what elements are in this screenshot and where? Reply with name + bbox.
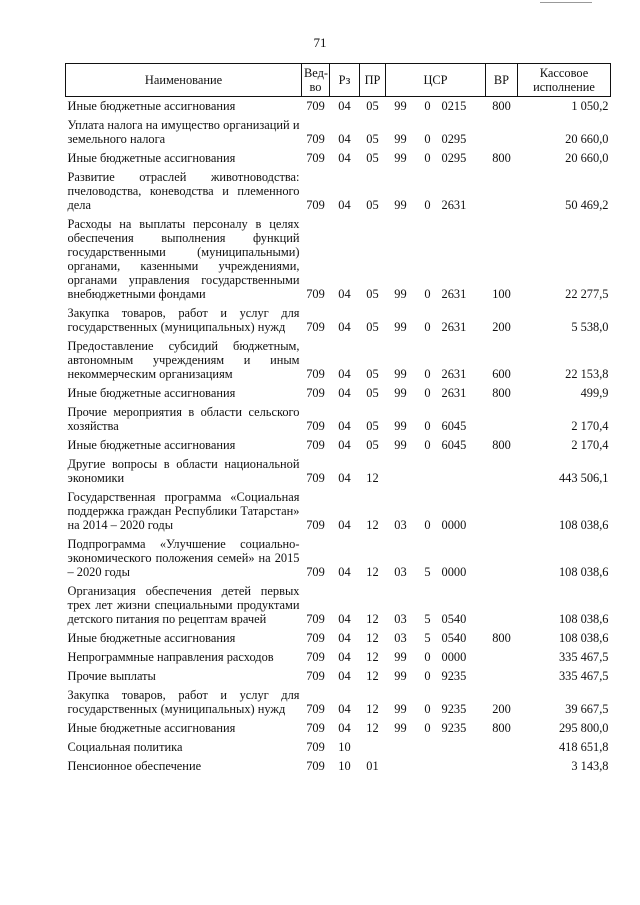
cell-vr bbox=[486, 168, 518, 215]
cell-rz: 04 bbox=[338, 518, 351, 532]
table-row bbox=[66, 116, 611, 149]
cell-csr2: 5 bbox=[424, 612, 431, 626]
cell-csr3: 0000 bbox=[441, 650, 467, 664]
cell-csr2: 0 bbox=[424, 419, 431, 433]
cell-csr1 bbox=[386, 738, 416, 757]
cell-name: Иные бюджетные ассигнования bbox=[67, 438, 236, 452]
header-ved: Вед-во bbox=[302, 64, 330, 97]
cell-pr: 12 bbox=[366, 702, 379, 716]
cell-csr1: 99 bbox=[394, 198, 407, 212]
cell-vr: 600 bbox=[492, 367, 511, 381]
cell-pr: 05 bbox=[366, 438, 379, 452]
cell-csr1: 03 bbox=[394, 631, 407, 645]
cell-csr1: 99 bbox=[394, 320, 407, 334]
cell-csr1: 03 bbox=[394, 612, 407, 626]
cell-csr2 bbox=[416, 455, 440, 488]
cell-ved: 709 bbox=[306, 287, 325, 301]
cell-amount: 5 538,0 bbox=[571, 320, 609, 334]
cell-csr1: 99 bbox=[394, 438, 407, 452]
cell-ved: 709 bbox=[306, 612, 325, 626]
table-row bbox=[66, 719, 611, 738]
cell-vr bbox=[486, 582, 518, 629]
cell-vr: 800 bbox=[492, 99, 511, 113]
cell-csr1: 03 bbox=[394, 518, 407, 532]
cell-amount: 2 170,4 bbox=[571, 419, 609, 433]
cell-ved: 709 bbox=[306, 565, 325, 579]
cell-amount: 108 038,6 bbox=[558, 631, 609, 645]
cell-rz: 04 bbox=[338, 438, 351, 452]
cell-csr1: 99 bbox=[394, 99, 407, 113]
cell-name: Иные бюджетные ассигнования bbox=[67, 386, 236, 400]
cell-csr3: 2631 bbox=[441, 386, 467, 400]
cell-name: Прочие мероприятия в области сельского хозяйства bbox=[67, 405, 300, 433]
cell-vr: 800 bbox=[492, 631, 511, 645]
cell-rz: 04 bbox=[338, 471, 351, 485]
cell-vr bbox=[486, 455, 518, 488]
cell-csr2: 0 bbox=[424, 367, 431, 381]
cell-name: Иные бюджетные ассигнования bbox=[67, 99, 236, 113]
table-header bbox=[66, 64, 611, 97]
cell-name: Закупка товаров, работ и услуг для государственных (муниципальных) нужд bbox=[67, 306, 300, 334]
cell-name: Предоставление субсидий бюджетным, автономным учреждениям и иным некоммерческим организациям bbox=[67, 339, 300, 381]
cell-vr bbox=[486, 488, 518, 535]
cell-amount: 295 800,0 bbox=[558, 721, 609, 735]
cell-name: Иные бюджетные ассигнования bbox=[67, 151, 236, 165]
cell-rz: 04 bbox=[338, 198, 351, 212]
cell-rz: 04 bbox=[338, 151, 351, 165]
cell-csr2: 0 bbox=[424, 287, 431, 301]
cell-amount: 50 469,2 bbox=[565, 198, 609, 212]
cell-name: Социальная политика bbox=[67, 740, 183, 754]
cell-pr bbox=[360, 738, 386, 757]
cell-vr: 100 bbox=[492, 287, 511, 301]
cell-rz: 04 bbox=[338, 99, 351, 113]
cell-csr1: 99 bbox=[394, 386, 407, 400]
cell-amount: 39 667,5 bbox=[565, 702, 609, 716]
cell-csr3: 9235 bbox=[441, 721, 467, 735]
cell-rz: 04 bbox=[338, 386, 351, 400]
cell-name: Иные бюджетные ассигнования bbox=[67, 631, 236, 645]
table-row bbox=[66, 215, 611, 304]
cell-vr: 800 bbox=[492, 438, 511, 452]
cell-rz: 10 bbox=[338, 740, 351, 754]
cell-name: Развитие отраслей животноводства: пчеловодства, коневодства и племенного дела bbox=[67, 170, 300, 212]
cell-csr3: 0000 bbox=[441, 565, 467, 579]
cell-vr: 800 bbox=[492, 721, 511, 735]
cell-vr bbox=[486, 667, 518, 686]
cell-name: Закупка товаров, работ и услуг для государственных (муниципальных) нужд bbox=[67, 688, 300, 716]
table-row bbox=[66, 337, 611, 384]
cell-name: Подпрограмма «Улучшение социально-экономического положения семей» на 2015 – 2020 годы bbox=[67, 537, 300, 579]
cell-csr1: 99 bbox=[394, 702, 407, 716]
cell-ved: 709 bbox=[306, 669, 325, 683]
table-row bbox=[66, 384, 611, 403]
cell-pr: 05 bbox=[366, 198, 379, 212]
cell-rz: 04 bbox=[338, 565, 351, 579]
table-row bbox=[66, 667, 611, 686]
cell-amount: 20 660,0 bbox=[565, 151, 609, 165]
cell-csr3: 2631 bbox=[441, 287, 467, 301]
cell-rz: 04 bbox=[338, 612, 351, 626]
cell-csr3 bbox=[440, 757, 486, 776]
cell-vr bbox=[486, 648, 518, 667]
header-pr: ПР bbox=[360, 64, 386, 97]
cell-pr: 05 bbox=[366, 320, 379, 334]
cell-pr: 05 bbox=[366, 419, 379, 433]
cell-ved: 709 bbox=[306, 721, 325, 735]
cell-ved: 709 bbox=[306, 132, 325, 146]
cell-vr bbox=[486, 116, 518, 149]
cell-rz: 04 bbox=[338, 631, 351, 645]
cell-ved: 709 bbox=[306, 759, 325, 773]
cell-csr1: 99 bbox=[394, 132, 407, 146]
cell-pr: 05 bbox=[366, 367, 379, 381]
cell-ved: 709 bbox=[306, 419, 325, 433]
cell-csr3 bbox=[440, 455, 486, 488]
cell-name: Пенсионное обеспечение bbox=[67, 759, 202, 773]
cell-amount: 22 277,5 bbox=[565, 287, 609, 301]
table-body bbox=[66, 97, 611, 777]
cell-csr3: 9235 bbox=[441, 669, 467, 683]
table-row bbox=[66, 304, 611, 337]
cell-csr1 bbox=[386, 757, 416, 776]
page-number: 71 bbox=[313, 35, 327, 50]
cell-name: Другие вопросы в области национальной экономики bbox=[67, 457, 300, 485]
corner-mark bbox=[540, 2, 592, 3]
cell-csr2: 0 bbox=[424, 198, 431, 212]
cell-amount: 443 506,1 bbox=[558, 471, 609, 485]
cell-csr2: 0 bbox=[424, 151, 431, 165]
cell-ved: 709 bbox=[306, 99, 325, 113]
cell-csr2: 0 bbox=[424, 518, 431, 532]
cell-amount: 22 153,8 bbox=[565, 367, 609, 381]
cell-pr: 12 bbox=[366, 650, 379, 664]
cell-amount: 108 038,6 bbox=[558, 612, 609, 626]
cell-name: Государственная программа «Социальная поддержка граждан Республики Татарстан» на 2014 – 2020 годы bbox=[67, 490, 300, 532]
cell-csr3: 6045 bbox=[441, 438, 467, 452]
cell-csr1: 99 bbox=[394, 151, 407, 165]
cell-csr1: 99 bbox=[394, 650, 407, 664]
cell-csr2: 0 bbox=[424, 99, 431, 113]
header-amount: Кассовое исполнение bbox=[518, 64, 611, 97]
cell-ved: 709 bbox=[306, 438, 325, 452]
cell-vr: 200 bbox=[492, 702, 511, 716]
table-row bbox=[66, 535, 611, 582]
cell-rz: 04 bbox=[338, 669, 351, 683]
cell-csr3: 0540 bbox=[441, 631, 467, 645]
cell-csr3: 0540 bbox=[441, 612, 467, 626]
cell-csr2: 0 bbox=[424, 132, 431, 146]
cell-ved: 709 bbox=[306, 198, 325, 212]
cell-name: Организация обеспечения детей первых трех лет жизни специальными продуктами детского питания по рецептам врачей bbox=[67, 584, 300, 626]
table-row bbox=[66, 738, 611, 757]
cell-csr3: 0000 bbox=[441, 518, 467, 532]
cell-csr1: 99 bbox=[394, 669, 407, 683]
cell-rz: 04 bbox=[338, 367, 351, 381]
cell-csr3: 0295 bbox=[441, 151, 467, 165]
table-row bbox=[66, 97, 611, 117]
cell-rz: 10 bbox=[338, 759, 351, 773]
cell-ved: 709 bbox=[306, 518, 325, 532]
cell-csr3: 2631 bbox=[441, 367, 467, 381]
cell-pr: 05 bbox=[366, 287, 379, 301]
cell-vr bbox=[486, 535, 518, 582]
cell-csr2: 5 bbox=[424, 565, 431, 579]
cell-csr3: 0215 bbox=[441, 99, 467, 113]
table-row bbox=[66, 488, 611, 535]
cell-rz: 04 bbox=[338, 702, 351, 716]
cell-pr: 12 bbox=[366, 471, 379, 485]
cell-amount: 108 038,6 bbox=[558, 518, 609, 532]
cell-vr bbox=[486, 403, 518, 436]
cell-vr bbox=[486, 757, 518, 776]
cell-pr: 01 bbox=[366, 759, 379, 773]
cell-amount: 499,9 bbox=[580, 386, 609, 400]
cell-vr: 800 bbox=[492, 386, 511, 400]
cell-csr1 bbox=[386, 455, 416, 488]
cell-csr1: 99 bbox=[394, 287, 407, 301]
cell-rz: 04 bbox=[338, 132, 351, 146]
table-row bbox=[66, 582, 611, 629]
header-name: Наименование bbox=[66, 64, 302, 97]
cell-pr: 12 bbox=[366, 721, 379, 735]
table-row bbox=[66, 629, 611, 648]
table-row bbox=[66, 149, 611, 168]
table-row bbox=[66, 757, 611, 776]
cell-csr3 bbox=[440, 738, 486, 757]
cell-rz: 04 bbox=[338, 320, 351, 334]
cell-csr1: 03 bbox=[394, 565, 407, 579]
cell-pr: 05 bbox=[366, 132, 379, 146]
cell-csr2 bbox=[416, 757, 440, 776]
cell-name: Непрограммные направления расходов bbox=[67, 650, 274, 664]
cell-ved: 709 bbox=[306, 650, 325, 664]
cell-rz: 04 bbox=[338, 650, 351, 664]
cell-name: Иные бюджетные ассигнования bbox=[67, 721, 236, 735]
cell-ved: 709 bbox=[306, 320, 325, 334]
cell-vr: 800 bbox=[492, 151, 511, 165]
cell-ved: 709 bbox=[306, 471, 325, 485]
table-row bbox=[66, 648, 611, 667]
cell-rz: 04 bbox=[338, 721, 351, 735]
cell-csr2: 0 bbox=[424, 669, 431, 683]
cell-pr: 12 bbox=[366, 631, 379, 645]
cell-vr bbox=[486, 738, 518, 757]
cell-amount: 335 467,5 bbox=[558, 650, 609, 664]
cell-pr: 05 bbox=[366, 386, 379, 400]
cell-csr2: 0 bbox=[424, 386, 431, 400]
table-row bbox=[66, 168, 611, 215]
cell-ved: 709 bbox=[306, 740, 325, 754]
cell-pr: 12 bbox=[366, 669, 379, 683]
cell-csr1: 99 bbox=[394, 721, 407, 735]
header-vr: ВР bbox=[486, 64, 518, 97]
cell-amount: 3 143,8 bbox=[571, 759, 609, 773]
cell-csr2: 0 bbox=[424, 438, 431, 452]
cell-csr2: 5 bbox=[424, 631, 431, 645]
cell-rz: 04 bbox=[338, 419, 351, 433]
cell-pr: 05 bbox=[366, 99, 379, 113]
cell-vr: 200 bbox=[492, 320, 511, 334]
cell-csr3: 9235 bbox=[441, 702, 467, 716]
cell-csr3: 6045 bbox=[441, 419, 467, 433]
cell-pr: 12 bbox=[366, 518, 379, 532]
cell-csr3: 0295 bbox=[441, 132, 467, 146]
cell-csr2: 0 bbox=[424, 721, 431, 735]
header-csr: ЦСР bbox=[386, 64, 486, 97]
cell-ved: 709 bbox=[306, 367, 325, 381]
cell-amount: 2 170,4 bbox=[571, 438, 609, 452]
cell-name: Прочие выплаты bbox=[67, 669, 156, 683]
cell-name: Расходы на выплаты персоналу в целях обеспечения выполнения функций государственными (муниципальными) органами, казенными учреждениями, органами управления государственными внебюджетными фондами bbox=[67, 217, 300, 301]
cell-csr3: 2631 bbox=[441, 320, 467, 334]
header-rz: Рз bbox=[330, 64, 360, 97]
cell-csr2: 0 bbox=[424, 320, 431, 334]
cell-csr1: 99 bbox=[394, 419, 407, 433]
cell-csr2 bbox=[416, 738, 440, 757]
table-row bbox=[66, 403, 611, 436]
table-row bbox=[66, 455, 611, 488]
budget-table bbox=[65, 63, 611, 776]
cell-pr: 12 bbox=[366, 565, 379, 579]
cell-csr2: 0 bbox=[424, 650, 431, 664]
cell-pr: 05 bbox=[366, 151, 379, 165]
cell-amount: 20 660,0 bbox=[565, 132, 609, 146]
cell-ved: 709 bbox=[306, 151, 325, 165]
cell-amount: 108 038,6 bbox=[558, 565, 609, 579]
cell-amount: 335 467,5 bbox=[558, 669, 609, 683]
cell-pr: 12 bbox=[366, 612, 379, 626]
cell-csr3: 2631 bbox=[441, 198, 467, 212]
cell-ved: 709 bbox=[306, 386, 325, 400]
cell-csr1: 99 bbox=[394, 367, 407, 381]
cell-csr2: 0 bbox=[424, 702, 431, 716]
cell-ved: 709 bbox=[306, 702, 325, 716]
cell-amount: 418 651,8 bbox=[558, 740, 609, 754]
table-row bbox=[66, 436, 611, 455]
table-row bbox=[66, 686, 611, 719]
cell-amount: 1 050,2 bbox=[571, 99, 609, 113]
cell-rz: 04 bbox=[338, 287, 351, 301]
cell-ved: 709 bbox=[306, 631, 325, 645]
cell-name: Уплата налога на имущество организаций и земельного налога bbox=[67, 118, 300, 146]
